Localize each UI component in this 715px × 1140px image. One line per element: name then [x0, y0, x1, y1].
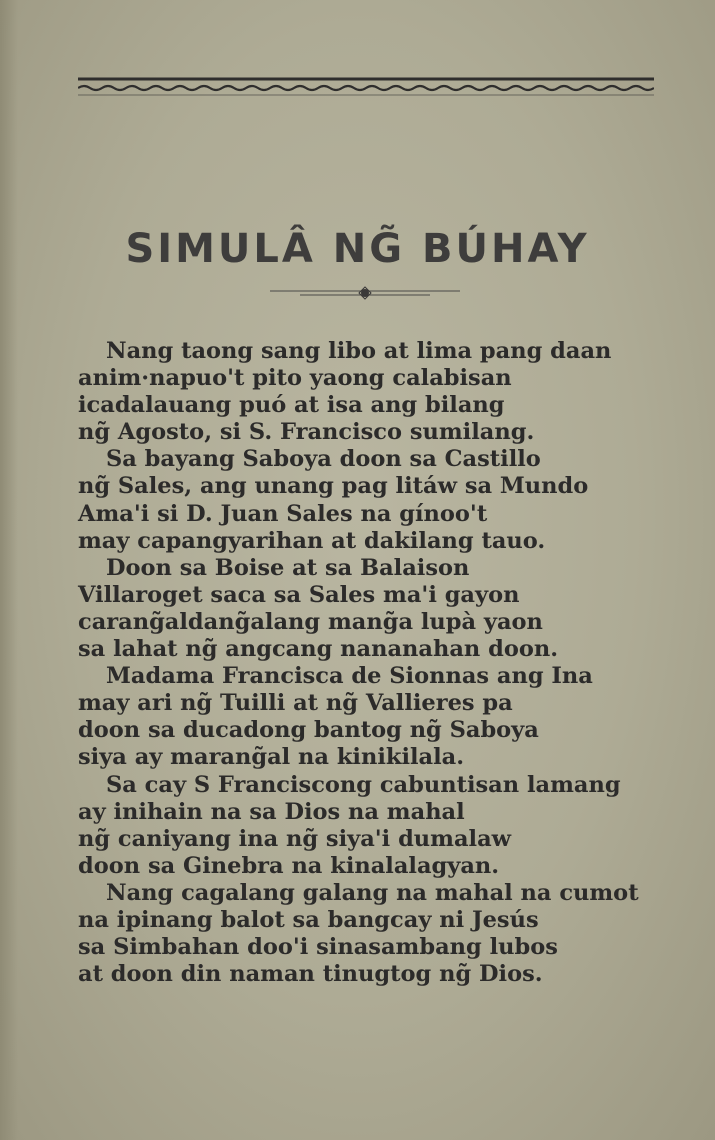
poem-line: Nang taong sang libo at lima pang daan — [106, 338, 612, 364]
poem-body — [78, 338, 688, 988]
page-title: SIMULÂ NG̃ BÚHAY — [125, 226, 590, 272]
poem-line: anim·napuo't pito yaong calabisan — [78, 365, 512, 392]
poem-line: Villaroget saca sa Sales ma'i gayon — [78, 581, 520, 608]
poem-line: may ari ng̃ Tuilli at ng̃ Vallieres pa — [78, 690, 513, 717]
poem-line: ng̃ Sales, ang unang pag litáw sa Mundo — [78, 473, 589, 500]
poem-line: icadalauang puó at isa ang bilang — [78, 392, 505, 419]
poem-line: Sa cay S Franciscong cabuntisan lamang — [106, 771, 621, 798]
poem-line: sa Simbahan doo'i sinasambang lubos — [78, 934, 558, 961]
poem-line: sa lahat ng̃ angcang nananahan doon. — [78, 636, 559, 663]
poem-line: ng̃ Agosto, si S. Francisco sumilang. — [78, 419, 535, 446]
decorative-top-rule — [78, 76, 654, 98]
poem-line: Sa bayang Saboya doon sa Castillo — [106, 446, 541, 473]
page-edge-shadow — [0, 0, 18, 1140]
poem-line: Ama'i si D. Juan Sales na gínoo't — [78, 500, 488, 527]
poem-line: may capangyarihan at dakilang tauo. — [78, 527, 546, 554]
poem-line: Doon sa Boise at sa Balaison — [106, 554, 470, 581]
poem-line: ay inihain na sa Dios na mahal — [78, 798, 465, 825]
poem-line: Madama Francisca de Sionnas ang Ina — [106, 663, 593, 690]
poem-line: na ipinang balot sa bangcay ni Jesús — [78, 906, 539, 933]
poem-line: doon sa Ginebra na kinalalagyan. — [78, 852, 500, 879]
title-ornament — [270, 285, 460, 301]
poem-line: ng̃ caniyang ina ng̃ siya'i dumalaw — [78, 825, 512, 852]
poem-line: siya ay marang̃al na kinikilala. — [78, 744, 465, 771]
poem-line: at doon din naman tinugtog ng̃ Dios. — [78, 961, 543, 988]
poem-line: Nang cagalang galang na mahal na cumot — [106, 879, 639, 906]
poem-line: doon sa ducadong bantog ng̃ Saboya — [78, 717, 539, 744]
poem-line: carang̃aldang̃alang mang̃a lupà yaon — [78, 608, 543, 635]
